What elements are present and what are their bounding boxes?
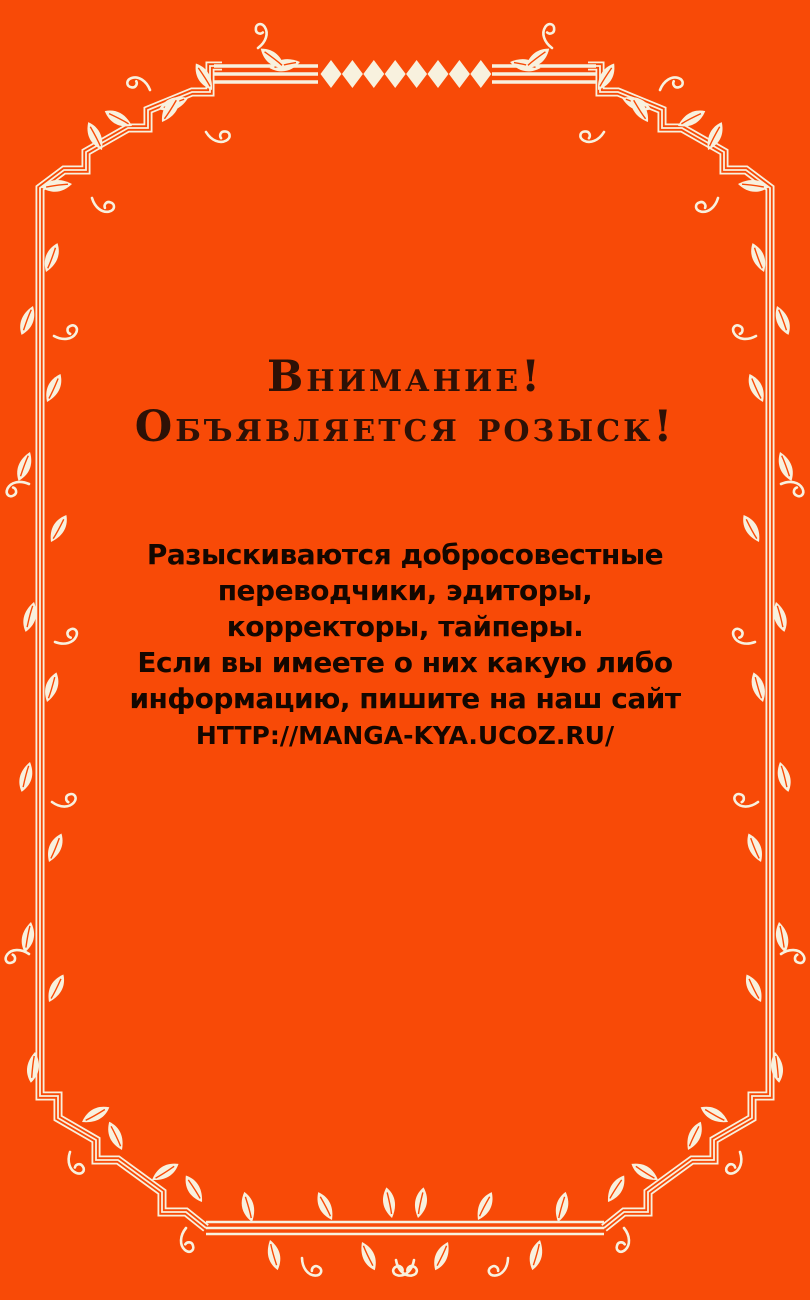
body-line-3: корректоры, тайперы. xyxy=(226,610,584,643)
notice-body xyxy=(0,537,810,754)
body-line-5: информацию, пишите на наш сайт xyxy=(129,682,681,715)
heading-line-2: Объявляется розыск! xyxy=(134,402,676,452)
body-line-4: Если вы имеете о них какую либо xyxy=(137,646,673,679)
notice-heading xyxy=(0,352,810,452)
site-url: HTTP://MANGA-KYA.UCOZ.RU/ xyxy=(195,721,615,750)
body-line-1: Разыскиваются добросовестные xyxy=(146,538,664,571)
body-line-2: переводчики, эдиторы, xyxy=(217,574,593,607)
heading-line-1: Внимание! xyxy=(266,352,544,402)
